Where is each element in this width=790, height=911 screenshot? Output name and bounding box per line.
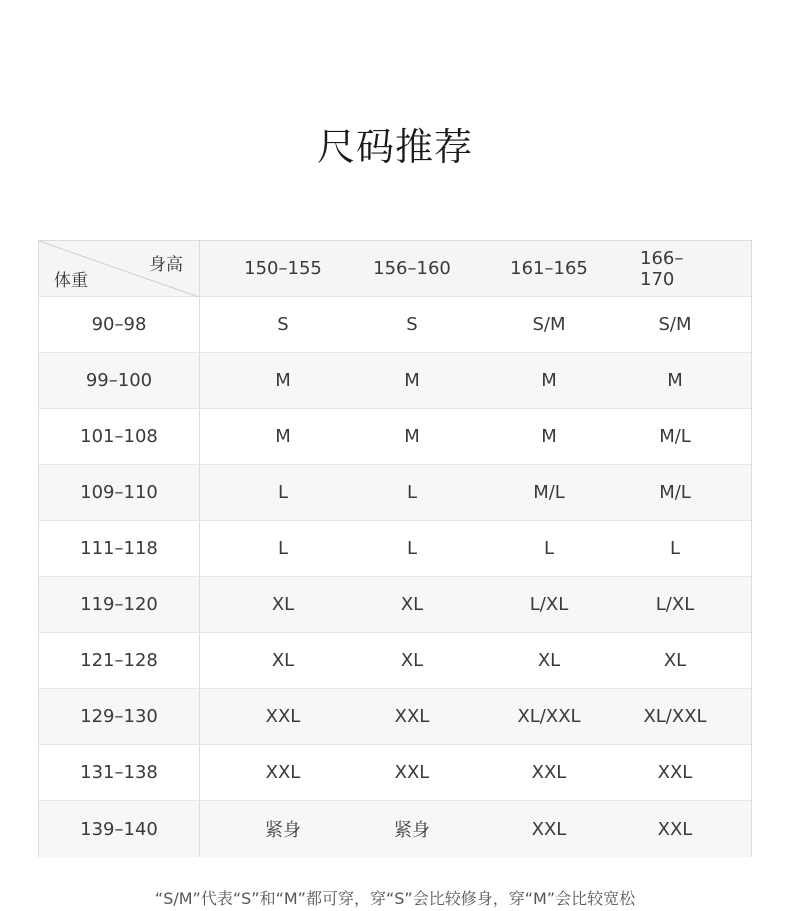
size-cell: L bbox=[669, 538, 681, 559]
size-cell: XL/XXL bbox=[643, 706, 707, 727]
table-row bbox=[39, 689, 751, 745]
size-cell: S bbox=[406, 314, 418, 335]
table-row bbox=[39, 521, 751, 577]
table-row bbox=[39, 633, 751, 689]
size-cell: M bbox=[275, 426, 291, 447]
height-axis-label: 身高 bbox=[149, 255, 183, 275]
size-cell: XL bbox=[271, 650, 295, 671]
size-cell: XL bbox=[663, 650, 687, 671]
size-cell: XXL bbox=[531, 818, 567, 840]
column-header-height: 161–165 bbox=[510, 258, 588, 279]
column-header-height: 166–170 bbox=[640, 247, 684, 290]
size-cell: M bbox=[404, 370, 420, 391]
size-cell: L bbox=[543, 538, 555, 559]
weight-cell: 99–100 bbox=[39, 353, 200, 408]
size-cell: M bbox=[667, 370, 683, 391]
size-cell: L bbox=[277, 538, 289, 559]
size-cell: M bbox=[541, 370, 557, 391]
size-cell: M bbox=[541, 426, 557, 447]
weight-cell: 119–120 bbox=[39, 577, 200, 632]
column-header-height: 150–155 bbox=[244, 258, 322, 279]
weight-cell: 121–128 bbox=[39, 633, 200, 688]
size-cell: S/M bbox=[658, 314, 692, 335]
size-cell: L bbox=[406, 482, 418, 503]
size-cell: XL/XXL bbox=[517, 706, 581, 727]
table-header-row bbox=[39, 241, 751, 297]
size-cell: XXL bbox=[657, 818, 693, 840]
weight-cell: 129–130 bbox=[39, 689, 200, 744]
size-cell: XXL bbox=[265, 706, 301, 727]
size-cell: L/XL bbox=[655, 594, 695, 615]
size-cell: 紧身 bbox=[265, 820, 301, 841]
size-cell: XL bbox=[537, 650, 561, 671]
table-row bbox=[39, 297, 751, 353]
size-cell: XL bbox=[400, 594, 424, 615]
weight-axis-label: 体重 bbox=[54, 271, 88, 291]
size-cell: M bbox=[275, 370, 291, 391]
size-cell: L bbox=[277, 482, 289, 503]
page-title: 尺码推荐 bbox=[316, 125, 473, 169]
weight-cell: 101–108 bbox=[39, 409, 200, 464]
size-cell: 紧身 bbox=[394, 820, 430, 841]
size-cell: L/XL bbox=[529, 594, 569, 615]
size-cell: M/L bbox=[533, 482, 565, 503]
weight-cell: 109–110 bbox=[39, 465, 200, 520]
weight-cell: 139–140 bbox=[39, 801, 200, 857]
size-cell: M bbox=[404, 426, 420, 447]
size-cell: XXL bbox=[531, 762, 567, 783]
table-row bbox=[39, 465, 751, 521]
corner-header-cell bbox=[39, 241, 200, 297]
size-cell: M/L bbox=[659, 482, 691, 503]
size-cell: XXL bbox=[657, 762, 693, 783]
size-cell: XL bbox=[271, 594, 295, 615]
size-cell: XXL bbox=[394, 706, 430, 727]
table-row bbox=[39, 353, 751, 409]
table-row bbox=[39, 577, 751, 633]
size-cell: S/M bbox=[532, 314, 566, 335]
size-cell: L bbox=[406, 538, 418, 559]
weight-cell: 111–118 bbox=[39, 521, 200, 576]
table-row bbox=[39, 745, 751, 801]
column-header-height: 156–160 bbox=[373, 258, 451, 279]
weight-cell: 131–138 bbox=[39, 745, 200, 800]
size-footnote: “S/M”代表“S”和“M”都可穿，穿“S”会比较修身，穿“M”会比较宽松 bbox=[154, 889, 636, 908]
size-cell: XL bbox=[400, 650, 424, 671]
size-cell: XXL bbox=[265, 762, 301, 783]
size-cell: S bbox=[277, 314, 289, 335]
table-row bbox=[39, 801, 751, 857]
table-row bbox=[39, 409, 751, 465]
weight-cell: 90–98 bbox=[39, 297, 200, 352]
size-cell: XXL bbox=[394, 762, 430, 783]
size-chart-table bbox=[38, 240, 752, 857]
size-cell: M/L bbox=[659, 426, 691, 447]
